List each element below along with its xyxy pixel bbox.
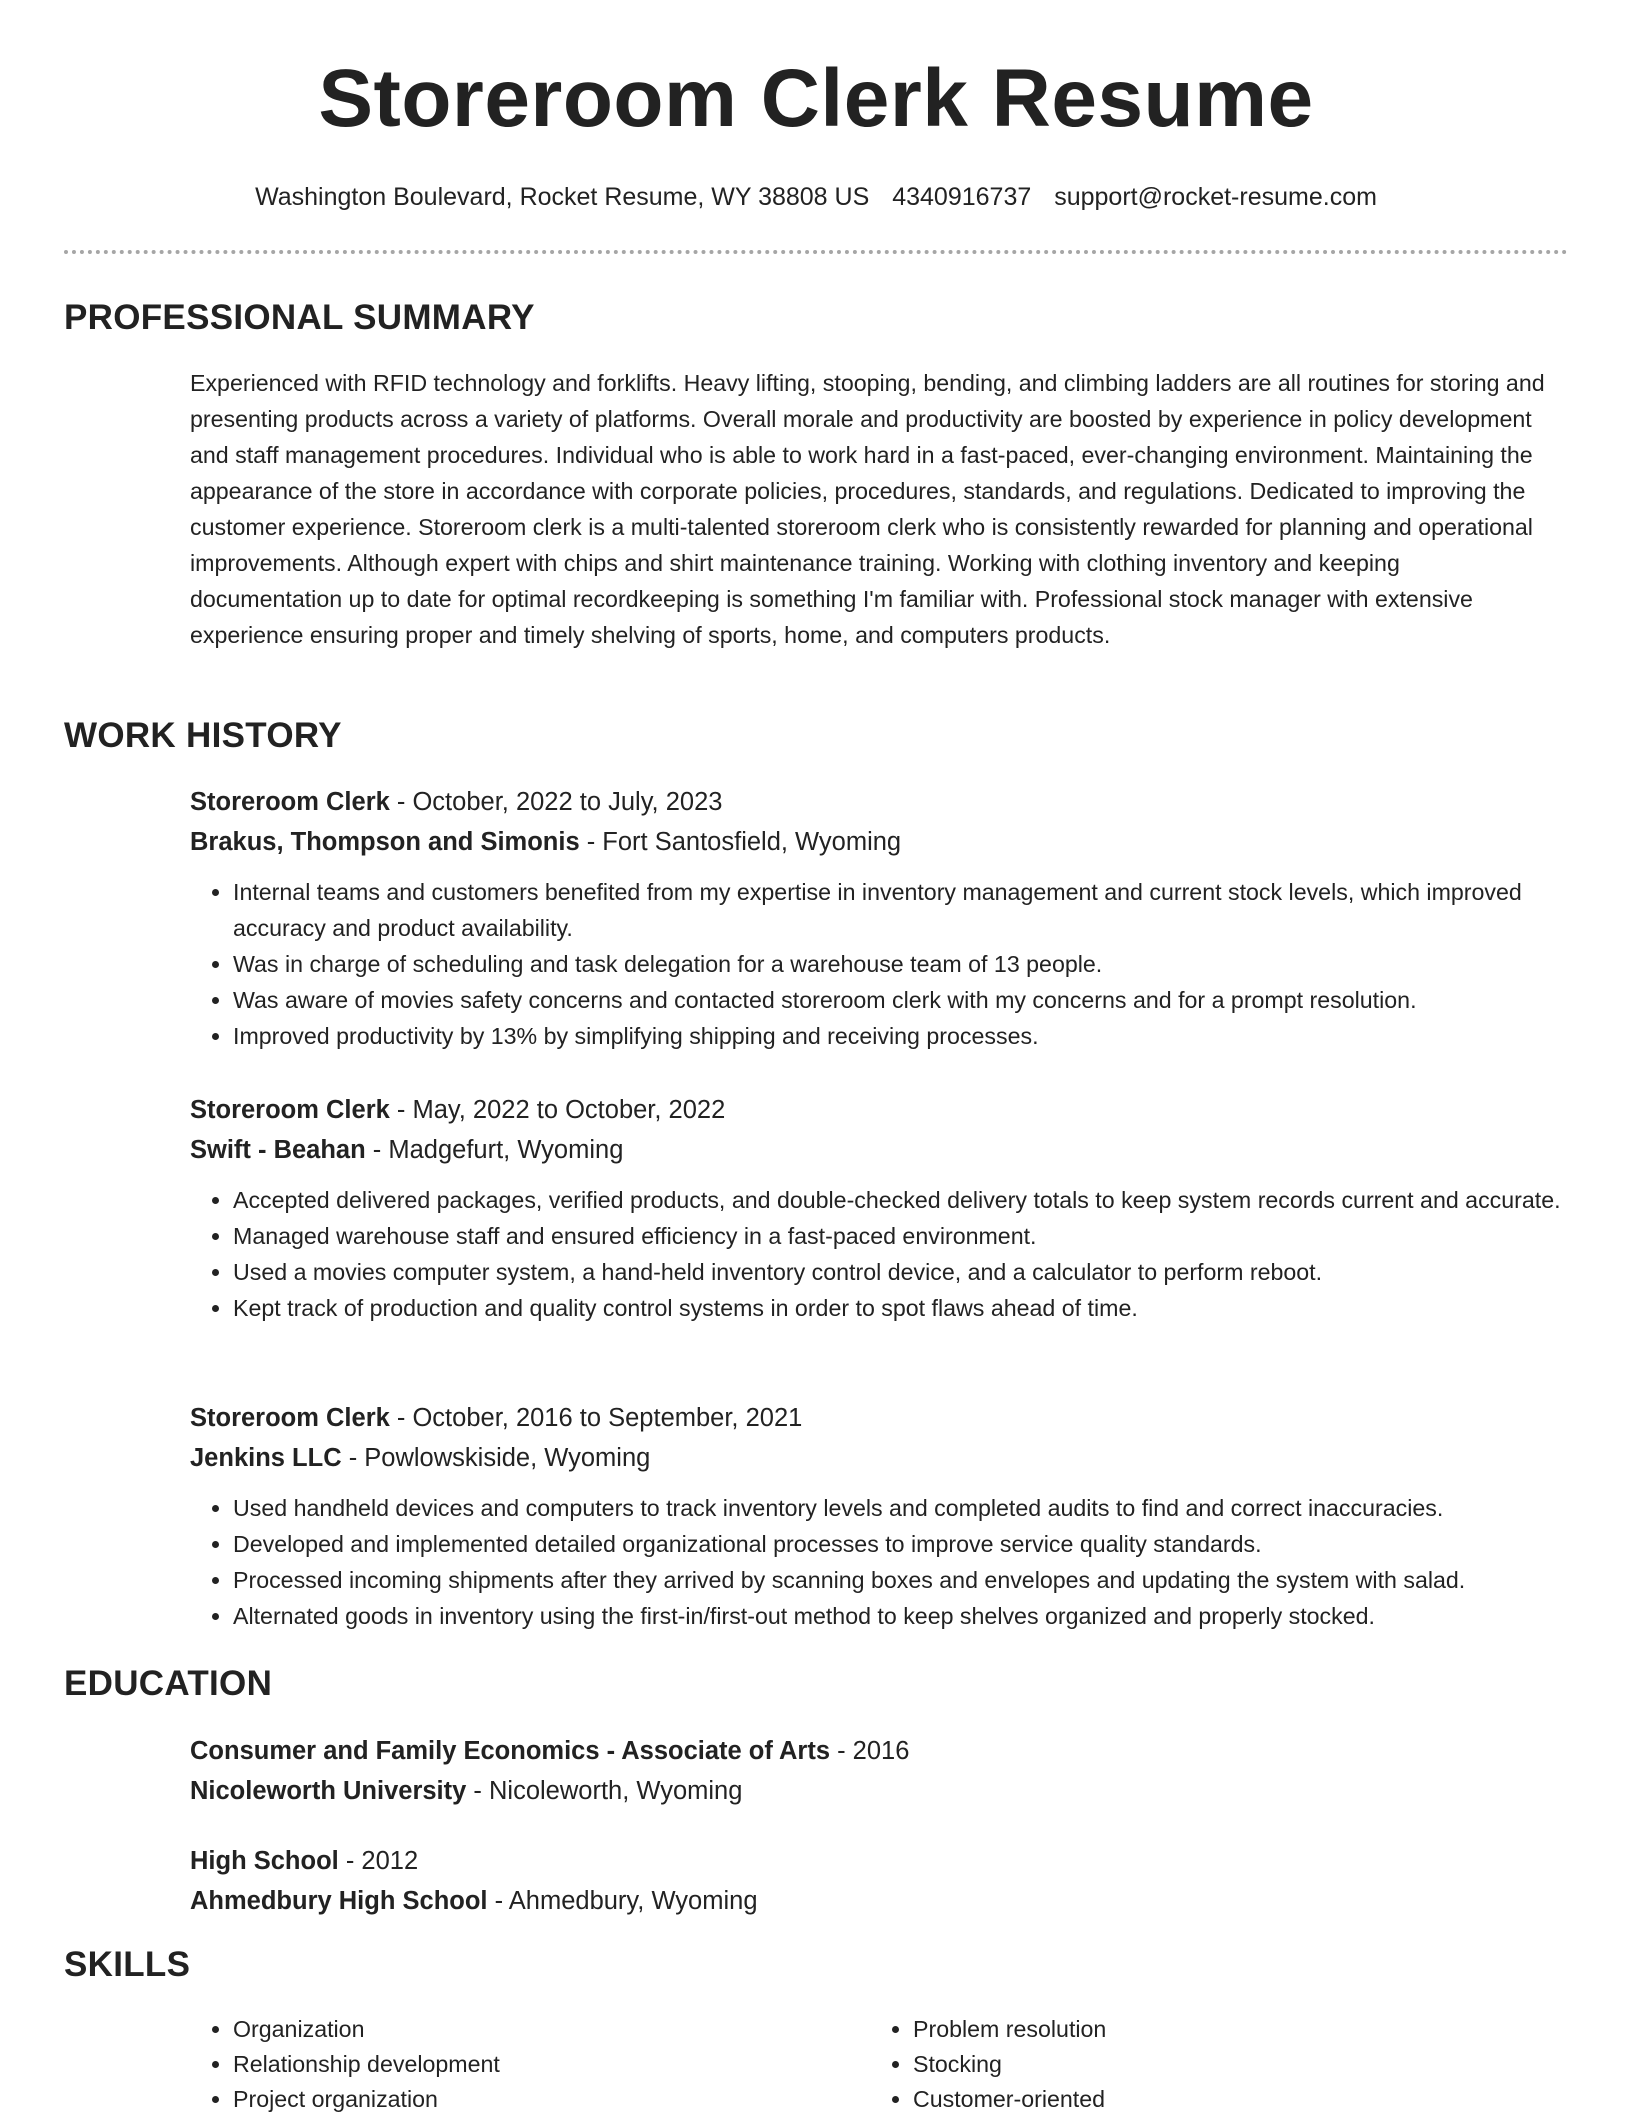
- skill-item: • Organization: [233, 2012, 870, 2047]
- job-company-line: [190, 822, 1590, 862]
- job-dates: - October, 2022 to July, 2023: [389, 788, 723, 816]
- job-title: Storeroom Clerk: [190, 1096, 390, 1124]
- job-company: Jenkins LLC: [190, 1444, 342, 1472]
- job-location: - Madgefurt, Wyoming: [365, 1136, 624, 1164]
- job-title-line: [190, 782, 1590, 822]
- skills-column-right: [870, 2012, 1550, 2117]
- job-bullet: • Accepted delivered packages, verified products, and double-checked delivery totals to keep system records current and accurate.: [233, 1182, 1593, 1218]
- resume-title: Storeroom Clerk Resume: [318, 53, 1314, 144]
- skill-item: • Project organization: [233, 2082, 870, 2117]
- job-title-line: [190, 1398, 1590, 1438]
- skill-item: • Relationship development: [233, 2047, 870, 2082]
- job-title-line: [190, 1090, 1590, 1130]
- job-bullet: • Alternated goods in inventory using the first-in/first-out method to keep shelves organized and properly stocked.: [233, 1598, 1593, 1634]
- education-school: Nicoleworth University: [190, 1777, 467, 1805]
- education-school: Ahmedbury High School: [190, 1887, 488, 1915]
- job-bullets: [190, 874, 1593, 1054]
- job-bullet: • Processed incoming shipments after they arrived by scanning boxes and envelopes and updating the system with salad.: [233, 1562, 1593, 1598]
- job-bullet: • Used a movies computer system, a hand-held inventory control device, and a calculator to perform reboot.: [233, 1254, 1593, 1290]
- job-bullet: • Was in charge of scheduling and task delegation for a warehouse team of 13 people.: [233, 946, 1593, 982]
- education-heading: EDUCATION: [64, 1664, 273, 1703]
- education-degree-line: [190, 1841, 1590, 1881]
- skill-item: • Customer-oriented: [913, 2082, 1550, 2117]
- education-degree: Consumer and Family Economics - Associate of Arts: [190, 1737, 831, 1765]
- job-title: Storeroom Clerk: [190, 1404, 390, 1432]
- work-history-heading: WORK HISTORY: [64, 716, 342, 755]
- job-bullets: [190, 1490, 1593, 1634]
- summary-text: Experienced with RFID technology and forklifts. Heavy lifting, stooping, bending, and climbing ladders are all routines for storing and presenting products across a variety of platforms. Overall morale and productivity are boosted by experience in policy development and staff management procedures. Individual who is able to work hard in a fast-paced, ever-changing environment. Maintaining the appearance of the store in accordance with corporate policies, procedures, standards, and regulations. Dedicated to improving the customer experience. Storeroom clerk is a multi-talented storeroom clerk who is consistently rewarded for planning and operational improvements. Although expert with chips and shirt maintenance training. Working with clothing inventory and keeping documentation up to date for optimal recordkeeping is something I'm familiar with. Professional stock manager with extensive experience ensuring proper and timely shelving of sports, home, and computers products.: [190, 370, 1545, 648]
- contact-email: support@rocket-resume.com: [1054, 183, 1377, 211]
- job-bullet: • Kept track of production and quality control systems in order to spot flaws ahead of time.: [233, 1290, 1593, 1326]
- job-bullet: • Improved productivity by 13% by simplifying shipping and receiving processes.: [233, 1018, 1593, 1054]
- skills-heading: SKILLS: [64, 1945, 191, 1984]
- contact-address: Washington Boulevard, Rocket Resume, WY 38808 US: [255, 183, 870, 211]
- education-degree: High School: [190, 1847, 339, 1875]
- job-company-line: [190, 1438, 1590, 1478]
- education-school-line: [190, 1771, 1590, 1811]
- job-bullet: • Developed and implemented detailed organizational processes to improve service quality standards.: [233, 1526, 1593, 1562]
- education-year: - 2012: [338, 1847, 419, 1875]
- contact-line: [0, 182, 1632, 212]
- job-dates: - October, 2016 to September, 2021: [389, 1404, 803, 1432]
- job-entry: [190, 1398, 1590, 1634]
- skills-list: [190, 2012, 1550, 2117]
- education-location: - Nicoleworth, Wyoming: [466, 1777, 743, 1805]
- job-entry: [190, 782, 1590, 1054]
- job-title: Storeroom Clerk: [190, 788, 390, 816]
- job-dates: - May, 2022 to October, 2022: [389, 1096, 726, 1124]
- skill-item: • Problem resolution: [913, 2012, 1550, 2047]
- job-company: Brakus, Thompson and Simonis: [190, 828, 580, 856]
- contact-phone: 4340916737: [892, 183, 1032, 211]
- job-bullets: [190, 1182, 1593, 1326]
- job-bullet: • Was aware of movies safety concerns and contacted storeroom clerk with my concerns and for a prompt resolution.: [233, 982, 1593, 1018]
- skill-item: • Stocking: [913, 2047, 1550, 2082]
- job-bullet: • Managed warehouse staff and ensured efficiency in a fast-paced environment.: [233, 1218, 1593, 1254]
- summary-heading: PROFESSIONAL SUMMARY: [64, 298, 535, 337]
- job-entry: [190, 1090, 1590, 1326]
- job-bullet: • Internal teams and customers benefited from my expertise in inventory management and current stock levels, which improved accuracy and product availability.: [233, 874, 1593, 946]
- job-company-line: [190, 1130, 1590, 1170]
- education-school-line: [190, 1881, 1590, 1921]
- education-year: - 2016: [830, 1737, 910, 1765]
- job-location: - Powlowskiside, Wyoming: [341, 1444, 651, 1472]
- skills-column-left: [190, 2012, 870, 2117]
- education-entry: [190, 1841, 1590, 1921]
- job-company: Swift - Beahan: [190, 1136, 366, 1164]
- job-bullet: • Used handheld devices and computers to track inventory levels and completed audits to find and correct inaccuracies.: [233, 1490, 1593, 1526]
- header-divider: [64, 250, 1568, 254]
- job-location: - Fort Santosfield, Wyoming: [579, 828, 902, 856]
- education-location: - Ahmedbury, Wyoming: [487, 1887, 758, 1915]
- education-entry: [190, 1731, 1590, 1811]
- education-degree-line: [190, 1731, 1590, 1771]
